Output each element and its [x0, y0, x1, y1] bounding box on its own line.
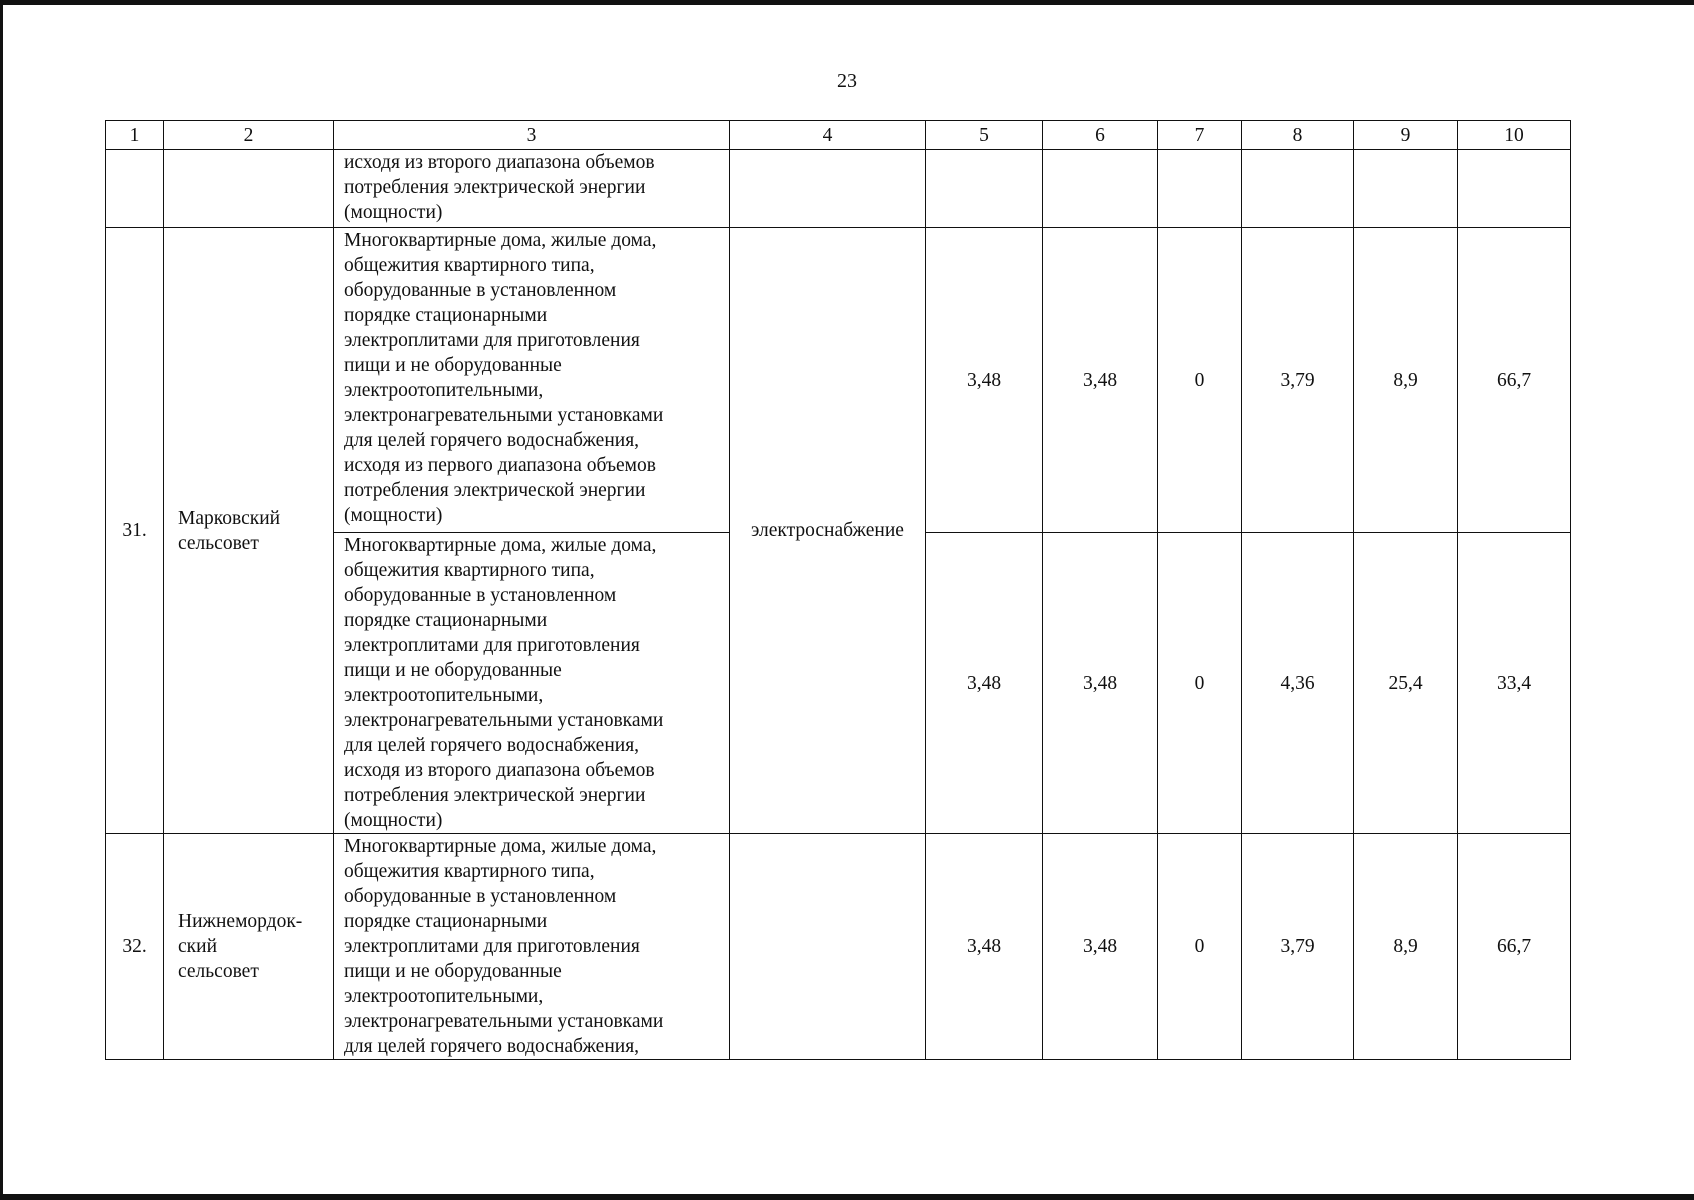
value-col-10: 66,7	[1458, 834, 1571, 1060]
consumer-description	[334, 533, 730, 834]
empty-cell	[1458, 150, 1571, 228]
header-cell-6: 6	[1043, 121, 1158, 150]
consumer-description	[334, 228, 730, 533]
value-col-10: 66,7	[1458, 228, 1571, 533]
value-col-10: 33,4	[1458, 533, 1571, 834]
value-col-9: 8,9	[1354, 834, 1458, 1060]
empty-cell	[1043, 150, 1158, 228]
header-cell-1: 1	[106, 121, 164, 150]
header-cell-10: 10	[1458, 121, 1571, 150]
header-cell-2: 2	[164, 121, 334, 150]
value-col-6: 3,48	[1043, 834, 1158, 1060]
service-type: электроснабжение	[730, 228, 926, 834]
description-text: Многоквартирные дома, жилые дома, общежития квартирного типа, оборудованные в установленном порядке стационарными электроплитами для приготовления пищи и не оборудованные электроотопительными, электронагревательными установками для целей горячего водоснабжения, исходя из второго диапазона объемов потребления электрической энергии (мощности)	[344, 535, 664, 831]
table-row-continuation	[106, 150, 1571, 228]
municipality-name-text: Нижнемордок- ский сельсовет	[178, 911, 303, 982]
header-cell-9: 9	[1354, 121, 1458, 150]
header-cell-5: 5	[926, 121, 1043, 150]
value-col-5: 3,48	[926, 533, 1043, 834]
description-text: Многоквартирные дома, жилые дома, общежития квартирного типа, оборудованные в установленном порядке стационарными электроплитами для приготовления пищи и не оборудованные электроотопительными, электронагревательными установками для целей горячего водоснабжения, исходя из первого диапазона объемов потребления электрической энергии (мощности)	[344, 230, 664, 526]
header-cell-8: 8	[1242, 121, 1354, 150]
empty-cell	[164, 150, 334, 228]
header-row	[106, 121, 1571, 150]
value-col-8: 3,79	[1242, 228, 1354, 533]
value-col-5: 3,48	[926, 834, 1043, 1060]
value-col-8: 4,36	[1242, 533, 1354, 834]
row-index: 32.	[106, 834, 164, 1060]
value-col-8: 3,79	[1242, 834, 1354, 1060]
header-cell-4: 4	[730, 121, 926, 150]
municipality-name	[164, 834, 334, 1060]
description-text: Многоквартирные дома, жилые дома, общежития квартирного типа, оборудованные в установленном порядке стационарными электроплитами для приготовления пищи и не оборудованные электроотопительными, электронагревательными установками для целей горячего водоснабжения,	[344, 836, 664, 1057]
page-number: 23	[837, 70, 857, 92]
value-col-7: 0	[1158, 533, 1242, 834]
value-col-6: 3,48	[1043, 228, 1158, 533]
value-col-9: 8,9	[1354, 228, 1458, 533]
tariff-table	[105, 120, 1571, 1060]
municipality-name	[164, 228, 334, 834]
empty-cell	[730, 834, 926, 1060]
consumer-description	[334, 150, 730, 228]
empty-cell	[1354, 150, 1458, 228]
empty-cell	[730, 150, 926, 228]
value-col-9: 25,4	[1354, 533, 1458, 834]
municipality-name-text: Марковский сельсовет	[178, 507, 281, 554]
value-col-7: 0	[1158, 228, 1242, 533]
table-row	[106, 834, 1571, 1060]
value-col-5: 3,48	[926, 228, 1043, 533]
table-row	[106, 228, 1571, 533]
consumer-description	[334, 834, 730, 1060]
empty-cell	[1158, 150, 1242, 228]
empty-cell	[926, 150, 1043, 228]
header-cell-7: 7	[1158, 121, 1242, 150]
value-col-6: 3,48	[1043, 533, 1158, 834]
value-col-7: 0	[1158, 834, 1242, 1060]
description-text: исходя из второго диапазона объемов потребления электрической энергии (мощности)	[344, 152, 655, 223]
header-cell-3: 3	[334, 121, 730, 150]
row-index: 31.	[106, 228, 164, 834]
empty-cell	[1242, 150, 1354, 228]
empty-cell	[106, 150, 164, 228]
